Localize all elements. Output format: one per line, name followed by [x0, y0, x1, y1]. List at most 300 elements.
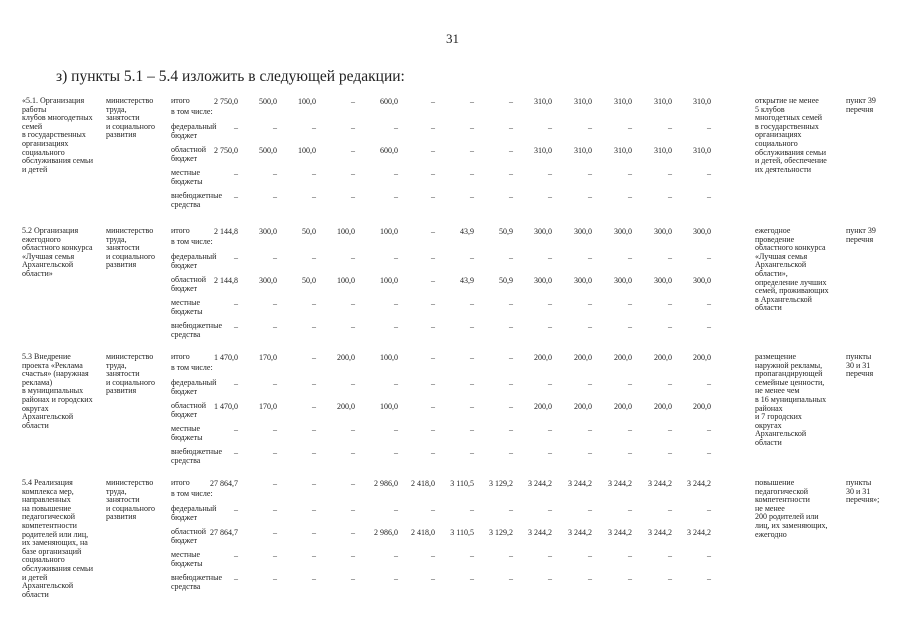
funding-value: –	[588, 551, 592, 560]
funding-value: –	[234, 123, 238, 132]
funding-value: –	[628, 574, 632, 583]
funding-value: 100,0	[380, 402, 398, 411]
measure-executor: министерство труда, занятости и социального развития	[106, 226, 156, 270]
funding-value: –	[707, 448, 711, 457]
funding-value: 100,0	[337, 227, 355, 236]
funding-value: –	[470, 379, 474, 388]
funding-value: –	[707, 192, 711, 201]
funding-value: –	[548, 192, 552, 201]
funding-value: –	[394, 192, 398, 201]
funding-value: 200,0	[654, 402, 672, 411]
funding-value: –	[509, 379, 513, 388]
funding-value: –	[588, 123, 592, 132]
funding-value: –	[394, 379, 398, 388]
funding-value: 100,0	[380, 276, 398, 285]
measure-title: 5.3 Внедрение проекта «Реклама счастья» (наружная реклама) в муниципальных районах и городских округах Архангельской области	[22, 352, 93, 430]
funding-value: –	[668, 379, 672, 388]
funding-value: –	[431, 146, 435, 155]
funding-value: –	[431, 123, 435, 132]
funding-value: –	[628, 551, 632, 560]
funding-value: –	[431, 169, 435, 178]
funding-value: 2 144,8	[214, 276, 238, 285]
page-number: 31	[446, 31, 459, 46]
measure-result: ежегодное проведение областного конкурса «Лучшая семья Архангельской области», определение лучших семей, проживающих в Архангельской области	[755, 226, 829, 313]
funding-value: 3 244,2	[568, 479, 592, 488]
funding-value: –	[707, 169, 711, 178]
funding-value: –	[273, 379, 277, 388]
funding-source-label: в том числе:	[171, 107, 213, 116]
funding-value: –	[470, 505, 474, 514]
funding-value: –	[588, 574, 592, 583]
funding-value: –	[273, 505, 277, 514]
funding-source-label: местные бюджеты	[171, 298, 203, 316]
funding-value: –	[628, 123, 632, 132]
measure-ref: пункт 39 перечня	[846, 226, 876, 244]
funding-value: –	[470, 448, 474, 457]
funding-value: –	[312, 253, 316, 262]
funding-value: –	[273, 551, 277, 560]
funding-value: –	[273, 528, 277, 537]
funding-value: –	[707, 253, 711, 262]
funding-value: –	[431, 353, 435, 362]
funding-value: –	[509, 299, 513, 308]
funding-value: –	[394, 169, 398, 178]
funding-value: 300,0	[574, 227, 592, 236]
funding-value: –	[431, 299, 435, 308]
funding-value: –	[470, 402, 474, 411]
funding-value: 3 244,2	[528, 528, 552, 537]
funding-value: –	[312, 402, 316, 411]
funding-source-label: итого	[171, 96, 190, 105]
funding-value: –	[312, 299, 316, 308]
funding-value: –	[312, 169, 316, 178]
funding-value: –	[351, 169, 355, 178]
funding-value: 3 244,2	[648, 528, 672, 537]
funding-value: –	[548, 253, 552, 262]
funding-value: –	[234, 253, 238, 262]
funding-source-label: в том числе:	[171, 237, 213, 246]
funding-source-label: федеральный бюджет	[171, 122, 217, 140]
funding-value: 50,0	[302, 276, 316, 285]
funding-value: –	[394, 299, 398, 308]
funding-value: –	[351, 551, 355, 560]
funding-value: –	[668, 574, 672, 583]
funding-value: –	[509, 505, 513, 514]
funding-value: –	[470, 146, 474, 155]
funding-value: –	[707, 505, 711, 514]
funding-value: –	[668, 551, 672, 560]
funding-value: –	[431, 276, 435, 285]
funding-value: 300,0	[654, 227, 672, 236]
funding-value: –	[628, 448, 632, 457]
funding-value: –	[394, 322, 398, 331]
funding-source-label: федеральный бюджет	[171, 252, 217, 270]
funding-value: 100,0	[298, 97, 316, 106]
measure-result: размещение наружной рекламы, пропагандирующей семейные ценности, не менее чем в 16 муниципальных районах и 7 городских округах Архангельской области	[755, 352, 827, 447]
funding-value: 300,0	[259, 276, 277, 285]
funding-value: –	[588, 425, 592, 434]
funding-value: –	[273, 253, 277, 262]
funding-value: –	[234, 299, 238, 308]
funding-value: 2 418,0	[411, 479, 435, 488]
funding-value: –	[273, 123, 277, 132]
funding-value: –	[668, 448, 672, 457]
funding-value: 2 750,0	[214, 97, 238, 106]
funding-value: –	[628, 379, 632, 388]
funding-value: –	[548, 299, 552, 308]
funding-value: –	[628, 253, 632, 262]
funding-value: –	[431, 551, 435, 560]
funding-value: –	[509, 402, 513, 411]
funding-value: –	[628, 192, 632, 201]
funding-value: 600,0	[380, 146, 398, 155]
funding-value: –	[588, 169, 592, 178]
funding-value: 3 129,2	[489, 479, 513, 488]
funding-value: 43,9	[460, 276, 474, 285]
funding-value: 300,0	[693, 276, 711, 285]
funding-value: –	[509, 448, 513, 457]
funding-value: 300,0	[534, 276, 552, 285]
measure-ref: пункты 30 и 31 перечня	[846, 352, 874, 379]
funding-value: –	[628, 322, 632, 331]
funding-value: –	[470, 253, 474, 262]
funding-value: –	[628, 299, 632, 308]
funding-value: –	[431, 322, 435, 331]
funding-value: 300,0	[693, 227, 711, 236]
funding-value: –	[509, 146, 513, 155]
funding-value: –	[273, 322, 277, 331]
funding-source-label: внебюджетные средства	[171, 573, 222, 591]
funding-value: –	[588, 322, 592, 331]
funding-value: –	[273, 192, 277, 201]
funding-value: 310,0	[693, 97, 711, 106]
funding-source-label: областной бюджет	[171, 401, 207, 419]
funding-value: –	[312, 528, 316, 537]
funding-value: 310,0	[614, 97, 632, 106]
funding-value: –	[431, 402, 435, 411]
measure-title: «5.1. Организация работы клубов многодетных семей в государственных организациях социального обслуживания семьи и детей	[22, 96, 93, 174]
funding-value: 600,0	[380, 97, 398, 106]
funding-value: –	[548, 379, 552, 388]
funding-value: 2 418,0	[411, 528, 435, 537]
funding-value: –	[509, 574, 513, 583]
funding-value: 2 986,0	[374, 528, 398, 537]
funding-value: –	[470, 299, 474, 308]
measure-executor: министерство труда, занятости и социального развития	[106, 478, 156, 522]
section-heading: з) пункты 5.1 – 5.4 изложить в следующей редакции:	[56, 68, 405, 85]
funding-value: –	[707, 574, 711, 583]
funding-value: –	[431, 425, 435, 434]
measure-title: 5.4 Реализация комплекса мер, направленных на повышение педагогической компетентности родителей или лиц, их заменяющих, на базе организаций социального обслуживания семьи и детей Архангельской области	[22, 478, 93, 599]
funding-value: 200,0	[337, 353, 355, 362]
funding-value: 100,0	[380, 353, 398, 362]
funding-value: 2 750,0	[214, 146, 238, 155]
funding-value: 170,0	[259, 402, 277, 411]
funding-value: –	[351, 97, 355, 106]
funding-value: –	[588, 192, 592, 201]
funding-value: –	[548, 169, 552, 178]
funding-value: –	[351, 299, 355, 308]
funding-value: –	[351, 574, 355, 583]
funding-value: –	[234, 505, 238, 514]
funding-value: –	[351, 379, 355, 388]
funding-value: 310,0	[693, 146, 711, 155]
funding-value: 100,0	[298, 146, 316, 155]
funding-value: –	[431, 574, 435, 583]
funding-value: 3 244,2	[687, 528, 711, 537]
funding-value: –	[394, 253, 398, 262]
funding-value: –	[509, 97, 513, 106]
funding-value: 200,0	[534, 402, 552, 411]
funding-value: –	[707, 551, 711, 560]
funding-source-label: в том числе:	[171, 489, 213, 498]
funding-value: 2 986,0	[374, 479, 398, 488]
funding-value: 300,0	[534, 227, 552, 236]
funding-value: 310,0	[534, 146, 552, 155]
funding-value: –	[312, 322, 316, 331]
funding-value: –	[431, 227, 435, 236]
funding-value: 3 244,2	[608, 479, 632, 488]
funding-value: 200,0	[614, 402, 632, 411]
funding-value: –	[668, 425, 672, 434]
funding-value: –	[588, 253, 592, 262]
funding-value: –	[707, 322, 711, 331]
funding-value: 3 244,2	[608, 528, 632, 537]
funding-source-label: итого	[171, 226, 190, 235]
funding-value: –	[394, 123, 398, 132]
funding-value: –	[312, 448, 316, 457]
funding-value: 2 144,8	[214, 227, 238, 236]
funding-value: 300,0	[654, 276, 672, 285]
funding-value: –	[509, 123, 513, 132]
funding-value: –	[431, 97, 435, 106]
funding-value: –	[707, 299, 711, 308]
funding-value: –	[351, 123, 355, 132]
funding-value: –	[394, 505, 398, 514]
funding-source-label: итого	[171, 352, 190, 361]
funding-value: –	[668, 505, 672, 514]
measure-result: повышение педагогической компетентности не менее 200 родителей или лиц, их заменяющих, ежегодно	[755, 478, 828, 539]
funding-value: –	[273, 574, 277, 583]
measure-ref: пункт 39 перечня	[846, 96, 876, 114]
funding-value: 310,0	[534, 97, 552, 106]
funding-source-label: федеральный бюджет	[171, 378, 217, 396]
funding-value: 50,9	[499, 227, 513, 236]
funding-value: –	[431, 505, 435, 514]
funding-value: –	[509, 169, 513, 178]
funding-value: –	[312, 574, 316, 583]
funding-value: 500,0	[259, 97, 277, 106]
funding-value: –	[394, 551, 398, 560]
funding-value: –	[470, 322, 474, 331]
funding-value: 310,0	[614, 146, 632, 155]
funding-value: –	[470, 123, 474, 132]
funding-value: –	[548, 505, 552, 514]
funding-value: –	[668, 192, 672, 201]
measure-result: открытие не менее 5 клубов многодетных семей в государственных организациях социального обслуживания семьи и детей, обеспечение их деятельности	[755, 96, 827, 174]
funding-value: –	[509, 353, 513, 362]
funding-source-label: областной бюджет	[171, 527, 207, 545]
funding-value: 200,0	[693, 353, 711, 362]
funding-value: –	[273, 448, 277, 457]
funding-value: –	[312, 192, 316, 201]
funding-value: –	[431, 192, 435, 201]
funding-value: –	[431, 379, 435, 388]
funding-value: 200,0	[534, 353, 552, 362]
funding-value: –	[470, 574, 474, 583]
funding-value: 300,0	[259, 227, 277, 236]
funding-value: –	[431, 253, 435, 262]
funding-value: –	[351, 192, 355, 201]
funding-value: –	[234, 551, 238, 560]
funding-value: –	[588, 379, 592, 388]
funding-value: –	[351, 322, 355, 331]
funding-value: –	[312, 425, 316, 434]
funding-value: –	[351, 505, 355, 514]
funding-value: –	[509, 425, 513, 434]
funding-value: –	[548, 448, 552, 457]
funding-value: 100,0	[380, 227, 398, 236]
funding-value: 100,0	[337, 276, 355, 285]
funding-value: 200,0	[654, 353, 672, 362]
funding-value: 3 244,2	[648, 479, 672, 488]
funding-value: –	[707, 425, 711, 434]
funding-value: –	[470, 353, 474, 362]
funding-value: 1 470,0	[214, 402, 238, 411]
funding-value: –	[470, 169, 474, 178]
funding-value: 3 110,5	[450, 528, 474, 537]
funding-source-label: местные бюджеты	[171, 424, 203, 442]
funding-value: 3 244,2	[687, 479, 711, 488]
funding-value: 500,0	[259, 146, 277, 155]
funding-source-label: местные бюджеты	[171, 550, 203, 568]
funding-value: –	[351, 146, 355, 155]
funding-value: –	[312, 123, 316, 132]
funding-value: –	[312, 379, 316, 388]
funding-value: –	[234, 574, 238, 583]
funding-value: –	[509, 192, 513, 201]
funding-value: –	[234, 322, 238, 331]
funding-value: –	[470, 551, 474, 560]
funding-value: –	[548, 574, 552, 583]
measure-ref: пункты 30 и 31 перечня»;	[846, 478, 880, 505]
funding-value: –	[668, 123, 672, 132]
funding-source-label: в том числе:	[171, 363, 213, 372]
funding-value: –	[588, 448, 592, 457]
funding-value: –	[628, 505, 632, 514]
funding-value: 200,0	[574, 353, 592, 362]
funding-source-label: внебюджетные средства	[171, 321, 222, 339]
funding-value: 200,0	[693, 402, 711, 411]
funding-value: –	[234, 192, 238, 201]
funding-value: –	[668, 169, 672, 178]
funding-value: –	[312, 353, 316, 362]
funding-value: –	[628, 169, 632, 178]
funding-value: 300,0	[574, 276, 592, 285]
funding-value: 1 470,0	[214, 353, 238, 362]
funding-value: 27 864,7	[210, 479, 238, 488]
funding-value: –	[273, 425, 277, 434]
funding-source-label: федеральный бюджет	[171, 504, 217, 522]
funding-value: 27 864,7	[210, 528, 238, 537]
funding-value: 200,0	[337, 402, 355, 411]
funding-value: –	[234, 425, 238, 434]
funding-value: –	[548, 123, 552, 132]
funding-value: 50,9	[499, 276, 513, 285]
funding-value: –	[394, 574, 398, 583]
funding-value: –	[509, 253, 513, 262]
funding-source-label: внебюджетные средства	[171, 447, 222, 465]
funding-value: –	[628, 425, 632, 434]
funding-value: –	[668, 299, 672, 308]
funding-value: –	[431, 448, 435, 457]
funding-value: –	[588, 505, 592, 514]
funding-value: 50,0	[302, 227, 316, 236]
funding-value: –	[351, 448, 355, 457]
funding-source-label: внебюджетные средства	[171, 191, 222, 209]
funding-value: 43,9	[460, 227, 474, 236]
funding-value: –	[470, 425, 474, 434]
funding-value: –	[273, 479, 277, 488]
funding-value: –	[351, 528, 355, 537]
funding-value: –	[234, 379, 238, 388]
funding-value: 170,0	[259, 353, 277, 362]
funding-source-label: итого	[171, 478, 190, 487]
funding-value: –	[509, 551, 513, 560]
funding-value: –	[548, 425, 552, 434]
funding-value: 300,0	[614, 227, 632, 236]
funding-source-label: областной бюджет	[171, 275, 207, 293]
funding-value: 310,0	[574, 146, 592, 155]
funding-value: –	[273, 169, 277, 178]
funding-value: –	[394, 448, 398, 457]
funding-value: –	[707, 379, 711, 388]
funding-value: 310,0	[574, 97, 592, 106]
funding-value: –	[351, 425, 355, 434]
funding-value: –	[312, 479, 316, 488]
funding-value: –	[351, 253, 355, 262]
funding-value: –	[548, 322, 552, 331]
funding-value: –	[588, 299, 592, 308]
funding-value: –	[509, 322, 513, 331]
funding-value: –	[470, 192, 474, 201]
funding-value: 200,0	[614, 353, 632, 362]
funding-value: –	[273, 299, 277, 308]
funding-value: 3 244,2	[568, 528, 592, 537]
funding-value: –	[351, 479, 355, 488]
funding-value: –	[312, 551, 316, 560]
funding-value: –	[234, 448, 238, 457]
funding-value: 3 110,5	[450, 479, 474, 488]
funding-value: 300,0	[614, 276, 632, 285]
measure-executor: министерство труда, занятости и социального развития	[106, 352, 156, 396]
funding-value: 310,0	[654, 146, 672, 155]
measure-title: 5.2 Организация ежегодного областного конкурса «Лучшая семья Архангельской области»	[22, 226, 93, 278]
funding-value: –	[668, 322, 672, 331]
funding-value: 3 244,2	[528, 479, 552, 488]
funding-source-label: областной бюджет	[171, 145, 207, 163]
funding-value: –	[470, 97, 474, 106]
funding-value: –	[394, 425, 398, 434]
funding-value: 310,0	[654, 97, 672, 106]
funding-value: –	[312, 505, 316, 514]
funding-value: –	[548, 551, 552, 560]
funding-value: –	[234, 169, 238, 178]
funding-value: 200,0	[574, 402, 592, 411]
funding-value: 3 129,2	[489, 528, 513, 537]
measure-executor: министерство труда, занятости и социального развития	[106, 96, 156, 140]
funding-source-label: местные бюджеты	[171, 168, 203, 186]
